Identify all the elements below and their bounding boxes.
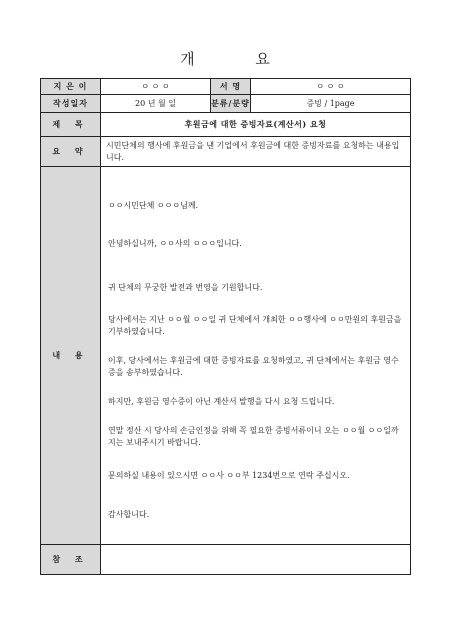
content-paragraph: 귀 단체의 무궁한 발전과 번영을 기원합니다. [108,283,263,292]
subject-value: 후원금에 대한 증빙자료(계산서) 요청 [101,113,411,137]
document-title: 개 요 [180,50,298,68]
summary-row [41,137,411,167]
content-label: 내 용 [41,167,101,545]
author-value: ㅇ ㅇ ㅇ [101,79,211,95]
content-paragraph: 감사합니다. [108,510,150,519]
author-label: 지 은 이 [41,79,101,95]
content-paragraph: 당사에서는 지난 ㅇㅇ월 ㅇㅇ일 귀 단체에서 개최한 ㅇㅇ행사에 ㅇㅇ만원의 후원금을 기부하였습니다. [108,315,402,336]
date-label: 작성일자 [41,95,101,113]
content-paragraph: 안녕하십니까, ㅇㅇ사의 ㅇㅇㅇ입니다. [108,239,242,248]
date-row [41,95,411,113]
content-paragraph: 이후, 당사에서는 후원금에 대한 증빙자료를 요청하였고, 귀 단체에서는 후원금 영수증을 송부하였습니다. [108,356,399,377]
date-value: 20 년 월 일 [101,95,211,113]
content-paragraph: 문의하실 내용이 있으시면 ㅇㅇ사 ㅇㅇ부 1234번으로 연락 주십시오. [108,471,350,480]
content-paragraph: 하지만, 후원금 영수증이 아닌 계산서 발행을 다시 요청 드립니다. [108,397,335,406]
subject-row [41,113,411,137]
summary-label: 요 약 [41,137,101,167]
content-paragraph: 연말 정산 시 당사의 손금인정을 위해 꼭 필요한 증빙서류이니 오는 ㅇㅇ월 ㅇㅇ일까지는 보내주시기 바랍니다. [108,426,399,447]
summary-value: 시민단체의 행사에 후원금을 낸 기업에서 후원금에 대한 증빙자료를 요청하는 내용입니다. [101,137,411,167]
content-paragraph: ㅇㅇ시민단체 ㅇㅇㅇ님께. [108,201,199,210]
subject-label: 제 목 [41,113,101,137]
reference-value [101,545,411,575]
author-row [41,79,411,95]
content-body [101,167,411,545]
content-row [41,167,411,545]
signature-value: ㅇ ㅇ ㅇ [251,79,411,95]
reference-row [41,545,411,575]
category-label: 분류/분량 [211,95,251,113]
reference-label: 참 조 [41,545,101,575]
signature-label: 서 명 [211,79,251,95]
overview-form-table [40,78,411,575]
category-value: 증빙 / 1page [251,95,411,113]
